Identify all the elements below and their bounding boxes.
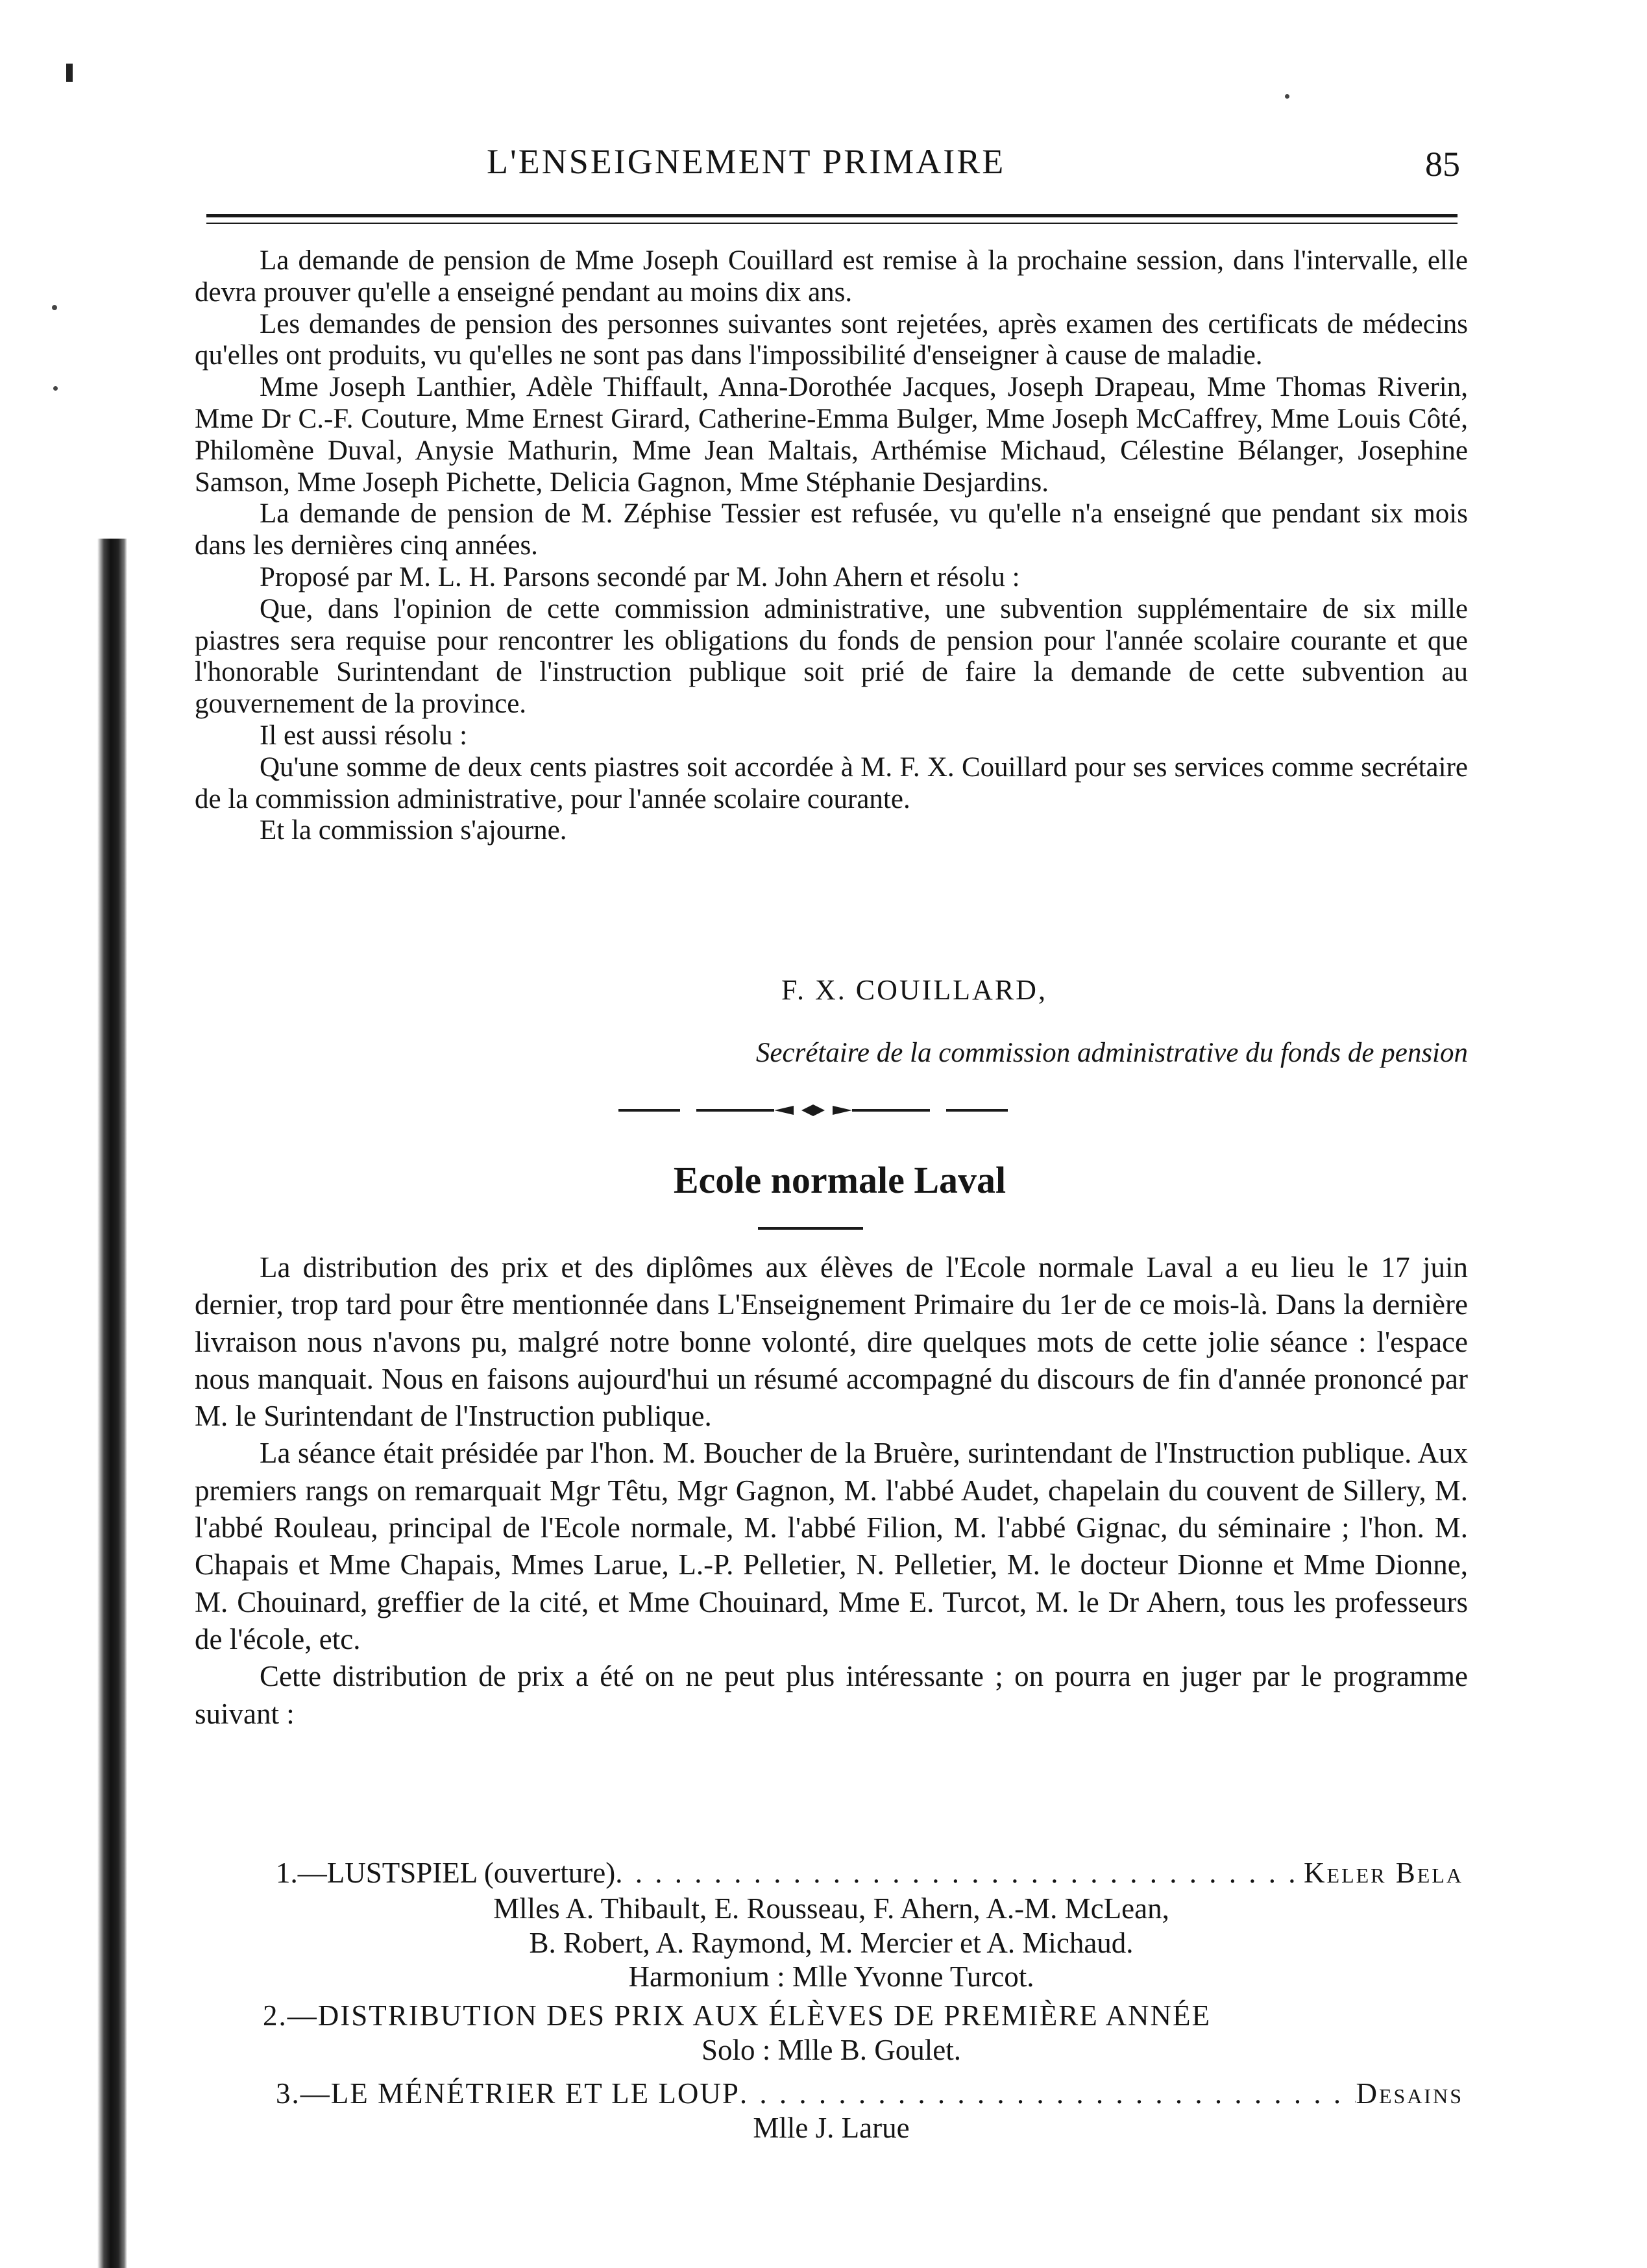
paragraph: La demande de pension de M. Zéphise Tessier est refusée, vu qu'elle n'a enseigné que pendant six mois dans les dernières cinq années.: [195, 498, 1468, 561]
program-item-3: [276, 2077, 1463, 2110]
section-title: Ecole normale Laval: [673, 1159, 1006, 1201]
paragraph: Mme Joseph Lanthier, Adèle Thiffault, Anna-Dorothée Jacques, Joseph Drapeau, Mme Thomas Riverin, Mme Dr C.-F. Couture, Mme Ernest Girard, Catherine-Emma Bulger, Mme Joseph McCaffrey, Mme Louis Côté, Philomène Duval, Anysie Mathurin, Mme Jean Maltais, Arthémise Michaud, Célestine Bélanger, Josephine Samson, Mme Joseph Pichette, Delicia Gagnon, Mme Stéphanie Desjardins.: [195, 372, 1468, 498]
program-item-1: [276, 1856, 1463, 1890]
program-composer: Desains: [1356, 2077, 1463, 2110]
paragraph: La séance était présidée par l'hon. M. Boucher de la Bruère, surintendant de l'Instruction publique. Aux premiers rangs on remarquait Mgr Têtu, Mgr Gagnon, M. l'abbé Audet, chapelain du couvent de Sillery, M. l'abbé Rouleau, principal de l'Ecole normale, M. l'abbé Filion, M. l'abbé Gignac, du séminaire ; l'hon. M. Chapais et Mme Chapais, Mmes Larue, L.-P. Pelletier, N. Pelletier, M. le docteur Dionne et Mme Dionne, M. Chouinard, greffier de la cité, et Mme Chouinard, Mme E. Turcot, M. le Dr Ahern, tous les professeurs de l'école, etc.: [195, 1437, 1468, 1655]
signature-title: Secrétaire de la commission administrative du fonds de pension: [755, 1038, 1468, 1068]
paragraph: Proposé par M. L. H. Parsons secondé par M. John Ahern et résolu :: [260, 561, 1020, 592]
running-title: L'ENSEIGNEMENT PRIMAIRE: [487, 142, 1006, 181]
scan-speck: [66, 64, 73, 82]
program-performers: Mlles A. Thibault, E. Rousseau, F. Ahern, A.-M. McLean,: [493, 1892, 1169, 1925]
header-rule: [206, 214, 1458, 217]
dot-leader: [615, 1856, 1304, 1890]
signature-name: F. X. COUILLARD,: [781, 974, 1047, 1006]
paragraph: Que, dans l'opinion de cette commission administrative, une subvention supplémentaire de six mille piastres sera requise pour rencontrer les obligations du fonds de pension pour l'année scolaire courante et que l'honorable Surintendant de l'instruction publique soit prié de faire la demande de cette subvention au gouvernement de la province.: [195, 593, 1468, 720]
scan-dot: [1285, 94, 1289, 99]
program-item-2: 2.—DISTRIBUTION DES PRIX AUX ÉLÈVES DE PREMIÈRE ANNÉE: [263, 1999, 1211, 2032]
ecole-normale-article: [195, 1249, 1468, 1733]
page-header: [195, 141, 1473, 200]
scan-dot: [53, 386, 58, 391]
program-performers: B. Robert, A. Raymond, M. Mercier et A. Michaud.: [529, 1927, 1134, 1959]
scan-binding-edge: [97, 539, 127, 2268]
title-underline: [758, 1227, 863, 1230]
program-performers: Harmonium : Mlle Yvonne Turcot.: [628, 1960, 1034, 1993]
scan-dot: [52, 305, 57, 310]
paragraph: Cette distribution de prix a été on ne peut plus intéressante ; on pourra en juger par le programme suivant :: [195, 1660, 1468, 1730]
page-number: 85: [1425, 145, 1460, 184]
program-performers: Mlle J. Larue: [753, 2112, 910, 2144]
dot-leader: [740, 2077, 1356, 2110]
paragraph: La distribution des prix et des diplômes aux élèves de l'Ecole normale Laval a eu lieu le 17 juin dernier, trop tard pour être mentionnée dans L'Enseignement Primaire du 1er de ce mois-là. Dans la dernière livraison nous n'avons pu, malgré notre bonne volonté, dire quelques mots de cette jolie séance : l'espace nous manquait. Nous en faisons aujourd'hui un résumé accompagné du discours de fin d'année prononcé par M. le Surintendant de l'Instruction publique.: [195, 1251, 1468, 1433]
program-performers: Solo : Mlle B. Goulet.: [701, 2034, 961, 2066]
paragraph: Les demandes de pension des personnes suivantes sont rejetées, après examen des certificats de médecins qu'elles ont produits, vu qu'elles ne sont pas dans l'impossibilité d'enseigner à cause de maladie.: [195, 308, 1468, 371]
program-composer: Keler Bela: [1304, 1857, 1463, 1889]
paragraph: La demande de pension de Mme Joseph Couillard est remise à la prochaine session, dans l'intervalle, elle devra prouver qu'elle a enseigné pendant au moins dix ans.: [195, 245, 1468, 308]
header-rule-thin: [206, 223, 1458, 224]
program-item-label: 3.—LE MÉNÉTRIER ET LE LOUP: [276, 2077, 740, 2110]
paragraph: Il est aussi résolu :: [260, 720, 468, 751]
program-item-label: 1.—LUSTSPIEL (ouverture): [276, 1857, 616, 1889]
ornament-divider: [618, 1101, 1008, 1120]
paragraph: Et la commission s'ajourne.: [260, 815, 567, 846]
pension-minutes: [195, 245, 1468, 847]
paragraph: Qu'une somme de deux cents piastres soit accordée à M. F. X. Couillard pour ses services comme secrétaire de la commission administrative, pour l'année scolaire courante.: [195, 751, 1468, 814]
